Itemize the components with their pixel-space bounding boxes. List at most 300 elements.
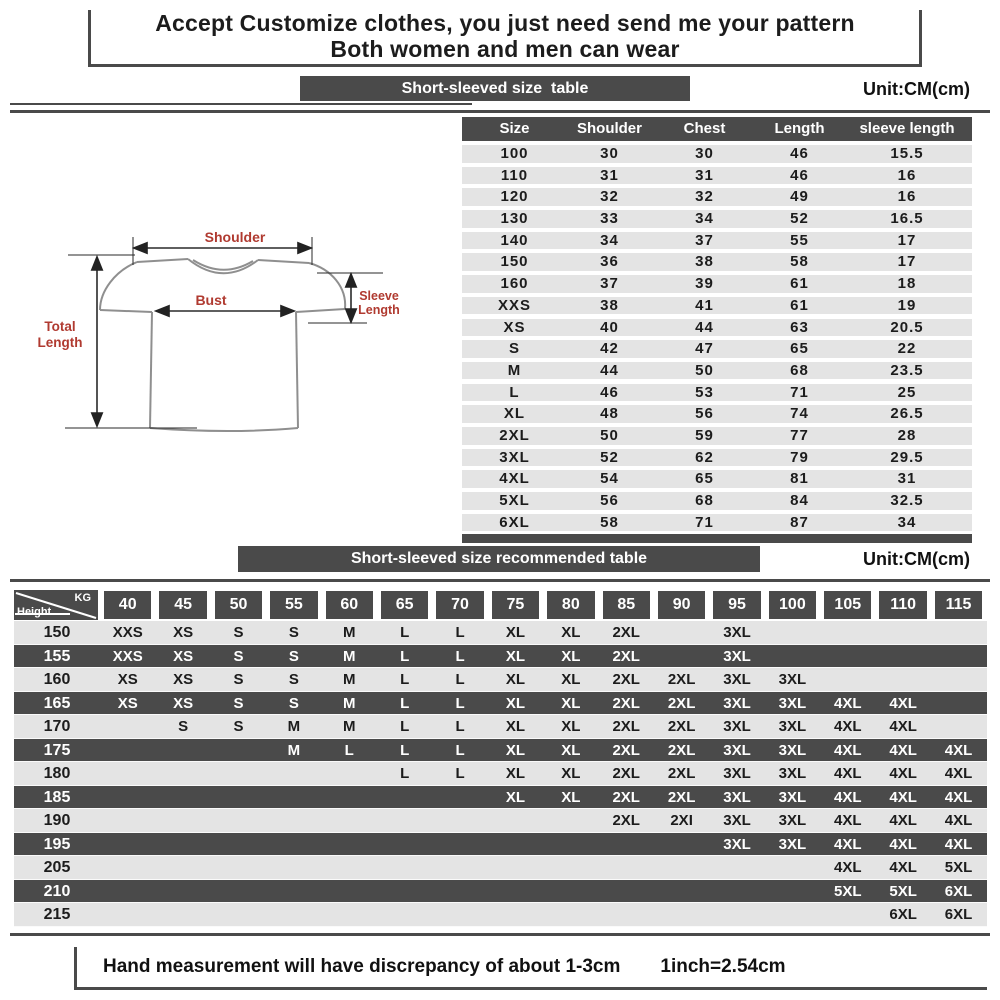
recommend-size-cell [543,903,598,927]
weight-column-header: 85 [603,591,650,619]
recommend-size-cell [654,880,709,904]
recommend-table-row [14,715,987,739]
recommend-size-cell [543,856,598,880]
recommend-size-cell [654,833,709,857]
size-table-cell: 6XL [499,513,530,531]
weight-column-header: 50 [215,591,262,619]
size-table-column-header: sleeve length [859,120,955,137]
recommend-size-cell: 3XL [778,788,807,806]
recommend-size-cell [100,856,155,880]
height-row-label: 190 [43,812,71,829]
size-table-cell: 53 [695,383,714,401]
size-table-cell: 48 [600,405,619,423]
recommend-size-cell [432,880,487,904]
recommend-size-cell: 4XL [834,694,862,712]
recommend-size-cell: 2XL [667,788,696,806]
size-table-cell: XS [503,318,526,336]
recommend-size-cell [100,786,155,810]
weight-column-header: 75 [492,591,539,619]
recommend-size-cell: 3XL [723,835,751,853]
recommend-size-cell: M [343,624,356,641]
size-table-cell: 52 [790,210,809,228]
size-table-cell: 42 [600,340,619,358]
recommend-size-cell: S [233,647,244,665]
recommend-size-cell: L [400,741,410,759]
total-length-label-line1: Total [44,319,76,334]
size-table-cell: M [507,361,522,379]
recommend-size-cell [100,903,155,927]
size-table-cell: 49 [790,188,809,206]
recommend-size-cell [322,856,377,880]
height-row-label: 165 [43,694,71,712]
recommend-size-cell [820,903,875,927]
recommend-size-cell [599,880,654,904]
recommend-size-cell: 4XL [944,741,973,759]
recommend-size-cell [211,833,266,857]
size-table-cell: 77 [790,426,809,444]
recommend-size-cell: 2XL [667,694,696,712]
size-table-cell: 46 [790,145,809,162]
size-table-cell: 150 [500,253,529,271]
size-table-cell: 31 [695,166,714,184]
recommend-size-cell: L [400,647,410,665]
recommend-size-cell [322,786,377,810]
size-table-column-header: Size [499,120,530,137]
size-table-cell: XL [503,405,526,423]
weight-column-header: 60 [326,591,373,619]
weight-column-header: 95 [713,591,760,619]
recommend-size-cell: 4XL [944,788,973,806]
recommend-size-cell [765,903,820,927]
recommend-size-cell: 3XL [778,694,807,712]
weight-column-header: 55 [270,591,317,619]
customize-note-line2: Both women and men can wear [330,36,680,62]
recommend-size-cell: 2XL [612,765,640,782]
recommend-size-cell: XL [561,718,581,735]
size-table-row [462,492,972,510]
height-row-label: 150 [43,624,71,641]
recommend-size-cell [322,833,377,857]
recommend-size-cell [432,833,487,857]
size-table-cell: 26.5 [890,405,924,423]
recommend-size-cell [931,645,986,669]
recommend-size-cell: XL [505,671,526,688]
size-table-cell: 2XL [499,426,530,444]
corner-height-label: Height [17,606,52,618]
weight-column-header: 65 [381,591,428,619]
recommend-size-cell: XL [505,624,526,641]
size-table-cell: 16.5 [890,210,924,228]
recommend-table-unit-label: Unit:CM(cm) [863,549,970,569]
weight-column-header: 110 [879,591,926,619]
recommend-size-cell [322,762,377,786]
recommend-size-cell: 6XL [944,882,973,900]
measurement-lines [65,237,383,428]
recommend-size-cell: S [288,624,299,641]
recommend-size-cell [322,903,377,927]
recommend-size-cell: 4XL [834,859,862,876]
height-row-label: 180 [43,765,71,782]
recommend-table-row [14,903,987,927]
recommend-size-cell: 4XL [889,859,917,876]
size-table-row [462,319,972,337]
recommend-size-cell [155,809,210,833]
size-table-cell: 63 [790,318,809,336]
recommend-size-cell: 2XL [667,741,696,759]
recommend-size-cell [322,880,377,904]
footer-measurement-note: Hand measurement will have discrepancy of about 1-3cm [103,956,621,977]
recommend-size-cell: 2XL [612,694,640,712]
recommend-size-cell: 3XL [778,835,807,853]
recommend-size-cell: L [400,718,410,735]
recommend-size-cell [266,786,321,810]
recommend-size-cell [875,645,930,669]
recommend-size-cell [654,856,709,880]
size-table-cell: 50 [600,426,619,444]
recommend-size-cell [377,833,432,857]
recommend-size-cell [377,786,432,810]
size-table-cell: 71 [790,383,809,401]
recommend-table-row [14,739,987,763]
recommend-table-row [14,762,987,786]
recommend-size-cell [931,668,986,692]
size-table-cell: 4XL [499,470,530,488]
recommend-size-cell: 5XL [834,882,862,900]
height-row-label: 160 [43,671,71,688]
recommend-size-cell [765,645,820,669]
size-table-column-header: Shoulder [576,120,642,137]
recommend-size-cell: 3XL [723,694,751,712]
size-table-cell: 56 [600,492,619,509]
weight-column-header: 45 [159,591,206,619]
recommend-size-cell [931,692,986,716]
size-table-cell: 79 [790,448,809,466]
height-row-label: 210 [43,882,71,900]
recommend-size-cell: 2XL [612,788,640,806]
size-table-cell: 110 [500,166,529,184]
size-table-cell: 40 [600,318,619,336]
size-table-cell: 39 [695,275,714,293]
recommend-size-cell [266,903,321,927]
size-table-cell: 46 [600,383,619,401]
recommend-size-cell: XL [505,647,526,665]
recommend-size-cell: L [455,718,465,735]
recommend-size-cell: S [233,718,244,735]
recommend-size-cell: L [455,741,465,759]
recommend-size-cell: 2XL [612,647,640,665]
recommend-table-row [14,809,987,833]
weight-column-header: 100 [769,591,816,619]
recommend-size-cell: M [287,718,301,735]
size-table-cell: 16 [897,188,917,206]
recommend-table-row [14,668,987,692]
size-table-cell: 17 [897,231,917,249]
recommend-size-cell: 4XL [889,788,917,806]
size-table-rows [462,145,972,531]
size-table-row [462,427,972,445]
recommend-size-cell [100,809,155,833]
recommend-size-cell [488,833,543,857]
size-table-cell: 130 [500,210,529,228]
recommend-size-cell: 2XL [612,741,640,759]
recommend-size-cell [543,880,598,904]
size-table-cell: 31 [897,470,917,488]
size-table-cell: 100 [500,145,529,162]
customize-note-box [88,10,922,67]
size-table-column-header: Chest [683,120,726,137]
recommend-size-cell: 3XL [723,671,751,688]
recommend-size-cell [654,621,709,645]
recommend-size-cell: 4XL [889,741,917,759]
size-table-cell: 36 [600,253,619,271]
recommend-size-cell [100,715,155,739]
recommend-size-cell [155,856,210,880]
recommend-size-cell: XL [561,647,581,665]
recommend-size-cell: L [400,694,410,712]
recommend-table-row [14,645,987,669]
recommend-table-banner: Short-sleeved size recommended table [238,546,760,572]
size-table-cell: 58 [600,513,619,531]
recommend-size-cell [266,762,321,786]
tshirt-outline [100,259,345,431]
size-table-cell: 34 [695,210,714,228]
footer-note-box [74,947,987,990]
recommend-size-cell [155,786,210,810]
recommend-size-cell: 3XL [778,812,807,829]
recommend-table-row [14,786,987,810]
recommend-size-cell: XS [173,624,194,641]
recommend-size-cell: M [343,647,356,665]
divider-line [10,579,990,582]
size-table-cell: 16 [897,166,917,184]
recommend-table-header [14,589,987,621]
recommend-size-cell [100,833,155,857]
recommend-size-cell: M [343,671,356,688]
recommend-size-cell: 2XL [612,812,640,829]
size-table-cell: 37 [695,231,714,249]
recommend-size-cell: XL [561,788,581,806]
size-table-cell: 74 [790,405,809,423]
size-table-cell: 120 [500,188,529,206]
weight-column-header: 40 [104,591,151,619]
size-table-cell: 37 [600,275,619,293]
recommend-size-cell: S [233,694,244,712]
size-table-cell: L [509,383,520,401]
size-table-cell: 44 [600,361,619,379]
recommend-size-cell [322,809,377,833]
recommend-size-cell [709,903,764,927]
recommend-size-cell [709,856,764,880]
size-table-row [462,340,972,358]
recommend-size-cell: XS [117,694,138,712]
size-table-cell: 71 [695,513,714,531]
weight-column-header: 80 [547,591,594,619]
size-table-cell: 44 [695,318,714,336]
size-table-cell: 61 [790,275,809,293]
height-row-label: 185 [43,788,71,806]
size-table-cell: 34 [897,513,917,531]
recommend-size-cell [211,856,266,880]
recommend-size-cell: M [287,741,301,759]
size-table-cell: 62 [695,448,714,466]
size-table-cell: 68 [695,492,714,509]
shoulder-dimension-label: Shoulder [204,229,266,245]
size-table-cell: 65 [695,470,714,488]
recommend-size-cell: XL [505,765,526,782]
recommend-size-cell [211,809,266,833]
recommend-table-rows [14,621,987,927]
size-table-cell: 29.5 [890,448,924,466]
height-row-label: 170 [43,718,71,735]
recommend-size-cell: XS [173,694,194,712]
height-row-label: 215 [43,906,71,923]
size-table-cell: 58 [790,253,809,271]
recommend-size-cell: 2XL [667,671,696,688]
recommend-size-cell [543,833,598,857]
size-table-row [462,210,972,228]
recommend-size-cell [875,668,930,692]
recommend-size-cell [820,668,875,692]
recommend-size-cell: 3XL [723,647,751,665]
size-table-cell: 20.5 [890,318,924,336]
size-table-cell: 59 [695,426,714,444]
recommend-size-cell [100,880,155,904]
size-table-cell: 15.5 [890,145,924,162]
recommend-size-cell: 6XL [889,906,917,923]
size-table-row [462,253,972,271]
recommend-size-cell [266,833,321,857]
recommend-size-cell: XL [561,765,581,782]
recommend-size-cell: L [400,624,410,641]
recommend-size-cell: XL [505,741,526,759]
recommend-size-cell [654,645,709,669]
recommend-size-cell [654,903,709,927]
recommend-size-cell [488,880,543,904]
recommend-size-cell [765,880,820,904]
recommend-table-row [14,833,987,857]
size-table-cell: 25 [897,383,917,401]
recommend-size-cell: 4XL [834,765,862,782]
recommend-size-cell: XL [505,694,526,712]
size-table-row [462,232,972,250]
recommend-size-cell: 4XL [889,694,917,712]
recommend-size-cell: 2XI [670,812,693,829]
recommend-size-cell: 4XL [834,741,862,759]
recommend-table-row [14,856,987,880]
recommend-size-cell [432,903,487,927]
size-table-cell: 5XL [499,492,530,509]
size-table-cell: 41 [695,296,714,314]
divider-line [10,103,472,105]
recommend-size-cell: XXS [112,624,143,641]
size-table-cell: 38 [600,296,619,314]
size-table-cell: 18 [897,275,917,293]
recommend-size-cell [432,856,487,880]
recommend-size-cell [100,739,155,763]
recommend-size-cell: 3XL [723,788,751,806]
recommend-size-cell [488,809,543,833]
size-table-cell: 140 [500,231,529,249]
recommend-size-cell [432,809,487,833]
recommend-size-cell: 2XL [612,624,640,641]
recommend-size-cell [599,903,654,927]
footer-inch-conversion: 1inch=2.54cm [660,956,786,977]
recommend-size-cell: 3XL [723,624,751,641]
total-length-label-line2: Length [37,335,83,350]
size-table [462,117,972,535]
size-table-cell: 32.5 [890,492,924,509]
recommend-size-cell [155,880,210,904]
recommend-size-cell [709,880,764,904]
recommend-size-cell: XS [173,671,194,688]
size-table-cell: 87 [790,513,809,531]
size-table-row [462,297,972,315]
recommend-size-cell [211,903,266,927]
recommend-size-cell: 3XL [778,718,807,735]
size-table-row [462,362,972,380]
size-table-row [462,405,972,423]
recommend-size-cell: M [343,718,356,735]
recommend-size-cell [488,856,543,880]
size-table-cell: 56 [695,405,714,423]
recommend-size-cell [765,621,820,645]
recommend-size-cell: XL [561,694,581,712]
size-table-row [462,167,972,185]
size-table-cell: 34 [600,231,619,249]
recommend-table-row [14,692,987,716]
size-table-row [462,514,972,532]
recommend-size-cell: 4XL [834,812,862,829]
recommend-size-cell [266,856,321,880]
size-table-row [462,384,972,402]
size-table-cell: 47 [695,340,714,358]
recommend-size-cell [211,880,266,904]
size-table-cell: XXS [497,296,531,314]
size-table-cell: 22 [897,340,917,358]
recommend-size-cell: 5XL [889,882,917,900]
size-table-cell: 65 [790,340,809,358]
size-table-cell: 52 [600,448,619,466]
size-table-cell: 33 [600,210,619,228]
recommend-size-cell: 3XL [723,718,751,735]
recommend-size-cell: 3XL [723,741,751,759]
size-table-cell: S [508,340,520,358]
size-table-cell: 32 [695,188,714,206]
recommend-size-cell: 5XL [944,859,973,876]
recommend-size-cell: XXS [112,647,143,665]
recommend-size-cell [765,856,820,880]
recommend-size-cell: L [400,765,410,782]
recommend-size-cell: 3XL [723,812,751,829]
recommend-size-cell [211,739,266,763]
recommend-size-cell [488,903,543,927]
recommend-size-cell: L [455,647,465,665]
recommend-size-cell [377,903,432,927]
corner-kg-label: KG [74,592,91,604]
recommend-size-cell: XS [117,671,138,688]
size-table-cell: 38 [695,253,714,271]
recommend-size-cell: XL [561,671,581,688]
height-row-label: 155 [43,647,71,665]
recommend-size-cell: 4XL [834,835,862,853]
bust-dimension-label: Bust [195,292,227,308]
size-table-cell: 23.5 [890,361,924,379]
size-table-cell: 28 [897,426,917,444]
sleeve-length-label-line1: Sleeve [359,289,399,303]
recommend-size-cell: 4XL [889,835,917,853]
size-table-cell: 68 [790,361,809,379]
recommend-size-cell: 3XL [778,741,807,759]
